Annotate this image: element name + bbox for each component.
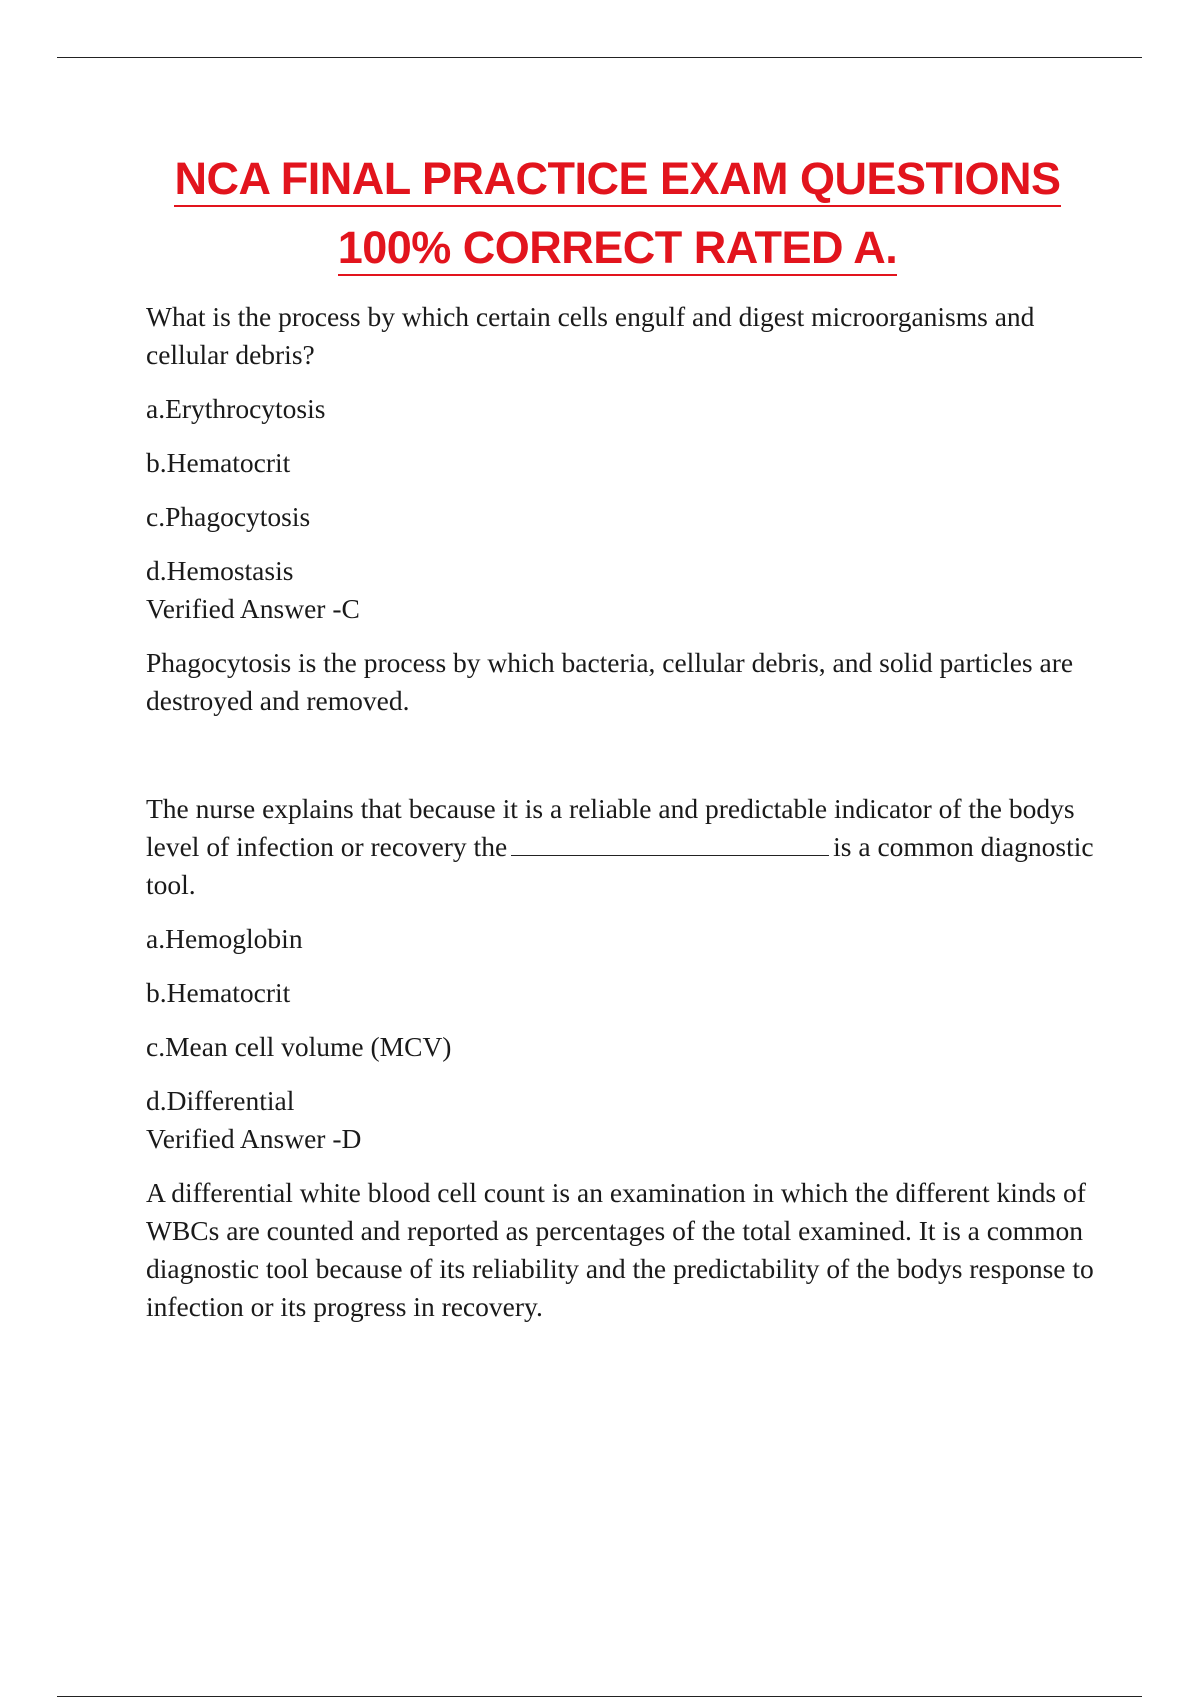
question-1-explanation: Phagocytosis is the process by which bacteria, cellular debris, and solid particles are destroyed and removed. <box>146 647 1074 716</box>
document-title-line-2: 100% CORRECT RATED A. <box>0 225 1200 270</box>
bottom-rule <box>57 1696 1142 1697</box>
question-2-option-d: d.Differential <box>146 1085 295 1116</box>
question-1-option-c: c.Phagocytosis <box>146 501 311 532</box>
top-rule <box>57 57 1142 58</box>
question-1-option-b: b.Hematocrit <box>146 447 291 478</box>
fill-in-blank <box>511 831 829 856</box>
document-title-line-1: NCA FINAL PRACTICE EXAM QUESTIONS <box>0 156 1200 201</box>
question-1-text: What is the process by which certain cells engulf and digest microorganisms and cellular debris? <box>146 301 1035 370</box>
question-2-option-b: b.Hematocrit <box>146 977 291 1008</box>
question-1-answer: Verified Answer -C <box>146 593 360 624</box>
question-2-option-a: a.Hemoglobin <box>146 923 303 954</box>
question-1-option-a: a.Erythrocytosis <box>146 393 326 424</box>
document-body <box>146 298 1096 1326</box>
question-2-text-before: The nurse explains that because it is a reliable and predictable indicator of the bodys level of infection or recovery the <box>146 793 1075 862</box>
question-2-option-c: c.Mean cell volume (MCV) <box>146 1031 452 1062</box>
question-2-explanation: A differential white blood cell count is an examination in which the different kinds of WBCs are counted and reported as percentages of the total examined. It is a common diagnostic tool because of its reliability and the predictability of the bodys response to infection or its progress in recovery. <box>146 1177 1094 1322</box>
question-2-answer: Verified Answer -D <box>146 1123 362 1154</box>
question-2-text-after: is a common diagnostic tool. <box>146 831 1094 900</box>
question-2-text <box>146 790 1096 904</box>
question-1-option-d: d.Hemostasis <box>146 555 294 586</box>
